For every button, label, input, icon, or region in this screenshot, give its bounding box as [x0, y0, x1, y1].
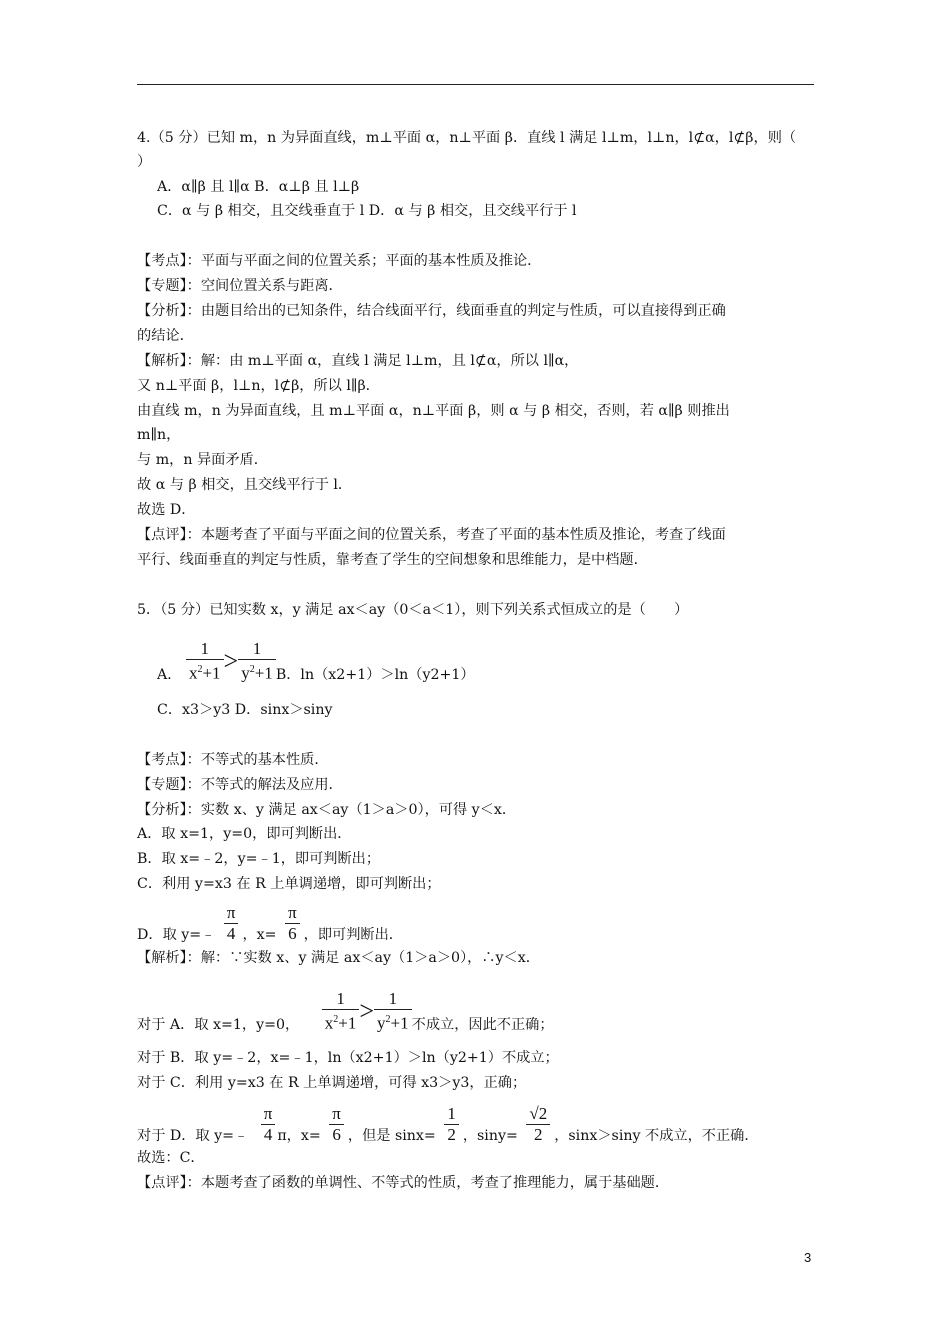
var-y: y	[377, 1014, 386, 1033]
fraction-denominator: 4	[226, 924, 236, 943]
greater-than-symbol: >	[359, 996, 375, 1026]
fraction-numerator: π	[329, 1104, 344, 1125]
q5-jiexi-fraction-x	[322, 989, 360, 1034]
q5-option-b: B．ln（x2+1）＞ln（y2+1）	[275, 667, 475, 683]
q5-option-a-line	[157, 632, 837, 684]
q5-guxuan: 故选：C．	[137, 1150, 205, 1166]
q5-fraction-y	[238, 639, 276, 684]
plus-one: +1	[390, 1014, 409, 1033]
q5-fraction-pi-over-6	[285, 903, 300, 944]
q4-jiexi-line3: 由直线 m，n 为异面直线，且 m⊥平面 α，n⊥平面 β，则 α 与 β 相交，否则，若 α∥β 则推出	[137, 403, 730, 419]
q5-jiexi-b: 对于 B．取 y=﹣2，x=﹣1，ln（x2+1）＞ln（y2+1）不成立；	[137, 1050, 559, 1066]
q4-options-cd: C．α 与 β 相交，且交线垂直于 l D．α 与 β 相交，且交线平行于 l	[157, 203, 577, 219]
fraction-numerator: 1	[186, 639, 224, 660]
q5-jiexi-c: 对于 C．利用 y=x3 在 R 上单调递增，可得 x3＞y3，正确；	[137, 1075, 527, 1091]
fraction-numerator: √2	[526, 1104, 550, 1125]
fraction-numerator: π	[224, 903, 239, 924]
fraction-numerator: 1	[322, 989, 360, 1010]
q4-dianping-line1: 【点评】：本题考查了平面与平面之间的位置关系，考查了平面的基本性质及推论，考查了线面	[137, 527, 726, 543]
q5-jiexi-d-siny: ，siny=	[462, 1128, 518, 1144]
q5-fraction-pi-over-4	[224, 903, 239, 944]
q5-fenxi-d-mid: ，x=	[242, 927, 277, 943]
q5-fraction-one-half	[444, 1104, 459, 1145]
q4-jiexi-line1: 【解析】：解：由 m⊥平面 α，直线 l 满足 l⊥m，且 l⊄α，所以 l∥α，	[137, 353, 579, 369]
q5-fenxi-d-post: ，即可判断出．	[303, 927, 403, 943]
q4-dianping-line2: 平行、线面垂直的判定与性质，靠考查了学生的空间想象和思维能力，是中档题．	[137, 552, 648, 568]
fraction-denominator	[186, 660, 224, 684]
fraction-denominator: 2	[534, 1125, 543, 1144]
exponent: 2	[333, 1014, 339, 1026]
q5-jiexi-d-post: ，sinx＞siny 不成立，不正确．	[554, 1128, 759, 1144]
q4-jiexi-line2: 又 n⊥平面 β，l⊥n，l⊄β，所以 l∥β．	[137, 378, 380, 394]
q5-jiexi: 【解析】：解：∵实数 x、y 满足 ax＜ay（1＞a＞0），∴y＜x．	[137, 950, 540, 966]
fraction-denominator: 4	[263, 1125, 273, 1144]
q4-jiexi-line6: 故 α 与 β 相交，且交线平行于 l．	[137, 477, 353, 493]
q4-zhuanti: 【专题】：空间位置关系与距离．	[137, 278, 343, 294]
fraction-numerator: π	[285, 903, 300, 924]
fraction-denominator	[374, 1010, 412, 1034]
exponent: 2	[249, 664, 255, 676]
q5-fenxi-d-pre: D．取 y=﹣	[137, 927, 216, 943]
q5-jiexi-d-mid: ，但是 sinx=	[347, 1128, 436, 1144]
q5-jiexi-d-pre: 对于 D．取 y=﹣	[137, 1128, 249, 1144]
q5-fenxi-a: A．取 x=1，y=0，即可判断出．	[137, 826, 352, 842]
fraction-denominator	[238, 660, 276, 684]
q5-jiexi-a-line	[137, 982, 817, 1034]
fraction-denominator: 6	[288, 924, 297, 943]
plus-one: +1	[202, 664, 221, 683]
plus-one: +1	[338, 1014, 357, 1033]
q4-stem-line1: 4.（5 分）已知 m，n 为异面直线，m⊥平面 α，n⊥平面 β．直线 l 满足 l⊥m，l⊥n，l⊄α，l⊄β，则（	[137, 130, 797, 146]
q5-kaodian: 【考点】：不等式的基本性质．	[137, 752, 329, 768]
q5-option-a-label: A．	[157, 667, 182, 683]
header-rule	[137, 84, 814, 85]
fraction-denominator: 2	[447, 1125, 456, 1144]
q5-jiexi-d-pi: π，x=	[277, 1128, 321, 1144]
q4-jiexi-line4: m∥n，	[137, 427, 181, 443]
q5-jiexi-fraction-pi-over-6	[329, 1104, 344, 1145]
q5-stem: 5．（5 分）已知实数 x，y 满足 ax＜ay（0＜a＜1），则下列关系式恒成立的是（ ）	[137, 602, 689, 618]
q4-stem-line2: ）	[137, 154, 152, 170]
q5-dianping: 【点评】：本题考查了函数的单调性、不等式的性质，考查了推理能力，属于基础题．	[137, 1175, 670, 1191]
fraction-numerator: 1	[444, 1104, 459, 1125]
fraction-numerator: π	[261, 1104, 276, 1125]
q4-fenxi-line2: 的结论．	[137, 328, 194, 344]
q5-fenxi-d-line	[137, 896, 817, 944]
q5-fenxi-c: C．利用 y=x3 在 R 上单调递增，即可判断出；	[137, 876, 441, 892]
fraction-numerator: 1	[238, 639, 276, 660]
exponent: 2	[385, 1014, 391, 1026]
fraction-denominator: 6	[332, 1125, 341, 1144]
q4-options-ab: A．α∥β 且 l∥α B．α⊥β 且 l⊥β	[157, 179, 360, 195]
fraction-denominator	[322, 1010, 360, 1034]
q5-fraction-x	[186, 639, 224, 684]
q5-jiexi-fraction-pi-over-4	[261, 1104, 276, 1145]
q4-jiexi-line7: 故选 D．	[137, 502, 196, 518]
q5-jiexi-a-pre: 对于 A．取 x=1，y=0，	[137, 1017, 300, 1033]
page-number: 3	[804, 1250, 812, 1265]
q5-jiexi-fraction-y	[374, 989, 412, 1034]
exponent: 2	[197, 664, 203, 676]
q5-fenxi-b: B．取 x=﹣2，y=﹣1，即可判断出；	[137, 851, 381, 867]
q5-options-cd: C．x3＞y3 D．sinx＞siny	[157, 702, 333, 718]
q5-jiexi-d-line	[137, 1097, 817, 1145]
q5-jiexi-a-post: 不成立，因此不正确；	[411, 1017, 554, 1033]
plus-one: +1	[254, 664, 273, 683]
q5-fenxi: 【分析】：实数 x、y 满足 ax＜ay（1＞a＞0），可得 y＜x．	[137, 802, 517, 818]
q4-fenxi-line1: 【分析】：由题目给出的已知条件，结合线面平行，线面垂直的判定与性质，可以直接得到正确	[137, 303, 726, 319]
q5-fraction-sqrt2-over-2	[526, 1104, 550, 1145]
var-x: x	[324, 1014, 334, 1033]
q5-zhuanti: 【专题】：不等式的解法及应用．	[137, 777, 343, 793]
q4-jiexi-line5: 与 m，n 异面矛盾．	[137, 452, 268, 468]
fraction-numerator: 1	[374, 989, 412, 1010]
q4-kaodian: 【考点】：平面与平面之间的位置关系；平面的基本性质及推论．	[137, 253, 542, 269]
var-y: y	[241, 664, 250, 683]
var-x: x	[188, 664, 198, 683]
greater-than-symbol: >	[223, 646, 239, 676]
